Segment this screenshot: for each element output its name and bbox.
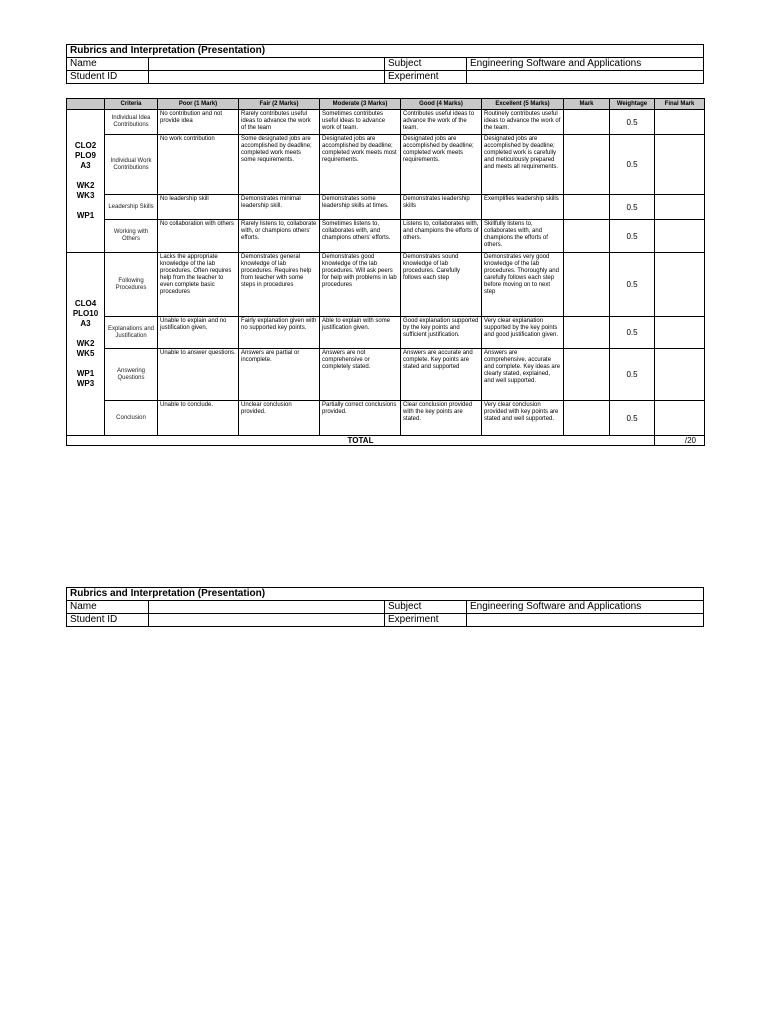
fair-description-cell: Demonstrates minimal leadership skill. (239, 195, 320, 220)
moderate-description-cell: Demonstrates good knowledge of the lab procedures. Will ask peers for help with problems in lab procedures (320, 253, 401, 317)
criteria-cell: Individual Idea Contributions (105, 110, 158, 135)
final-mark-cell[interactable] (655, 401, 705, 436)
col-header-final-mark: Final Mark (655, 99, 705, 110)
moderate-description-cell: Partially correct conclusions provided. (320, 401, 401, 436)
final-mark-cell[interactable] (655, 349, 705, 401)
rubric-row (67, 317, 705, 349)
moderate-description-cell: Answers are not comprehensive or completely stated. (320, 349, 401, 401)
name-field[interactable] (149, 58, 385, 71)
name-label: Name (67, 601, 149, 614)
rubric-row (67, 253, 705, 317)
good-description-cell: Demonstrates sound knowledge of lab procedures. Carefully follows each step (401, 253, 482, 317)
mark-cell[interactable] (564, 220, 610, 253)
mark-cell[interactable] (564, 110, 610, 135)
name-field[interactable] (149, 601, 385, 614)
rubric-row (67, 110, 705, 135)
weightage-cell: 0.5 (610, 110, 655, 135)
excellent-description-cell: Very clear explanation supported by the key points and good justification given. (482, 317, 564, 349)
poor-description-cell: Unable to conclude. (158, 401, 239, 436)
final-mark-cell[interactable] (655, 317, 705, 349)
col-header-excellent: Excellent (5 Marks) (482, 99, 564, 110)
poor-description-cell: No leadership skill (158, 195, 239, 220)
mark-cell[interactable] (564, 195, 610, 220)
poor-description-cell: Lacks the appropriate knowledge of the lab procedures. Often requires help from the teacher to even complete basic procedures (158, 253, 239, 317)
fair-description-cell: Unclear conclusion provided. (239, 401, 320, 436)
good-description-cell: Answers are accurate and complete. Key points are stated and supported (401, 349, 482, 401)
weightage-cell: 0.5 (610, 349, 655, 401)
total-value[interactable]: /20 (655, 436, 705, 446)
excellent-description-cell: Answers are comprehensive, accurate and complete. Key ideas are clearly stated, explained, and well supported. (482, 349, 564, 401)
poor-description-cell: No collaboration with others (158, 220, 239, 253)
student-info-header-bottom (66, 587, 704, 627)
rubric-row (67, 220, 705, 253)
good-description-cell: Contributes useful ideas to advance the work of the team. (401, 110, 482, 135)
name-label: Name (67, 58, 149, 71)
student-info-header-top (66, 44, 704, 84)
fair-description-cell: Demonstrates general knowledge of lab procedures. Requires help from teacher with some steps in procedures (239, 253, 320, 317)
fair-description-cell: Rarely contributes useful ideas to advance the work of the team (239, 110, 320, 135)
experiment-label: Experiment (385, 614, 467, 627)
student-id-field[interactable] (149, 71, 385, 84)
weightage-cell: 0.5 (610, 253, 655, 317)
mark-cell[interactable] (564, 135, 610, 195)
student-id-field[interactable] (149, 614, 385, 627)
subject-label: Subject (385, 58, 467, 71)
subject-value: Engineering Software and Applications (467, 601, 704, 614)
col-header-criteria: Criteria (105, 99, 158, 110)
total-label: TOTAL (67, 436, 655, 446)
experiment-label: Experiment (385, 71, 467, 84)
col-header-moderate: Moderate (3 Marks) (320, 99, 401, 110)
rubric-row (67, 195, 705, 220)
col-header-poor: Poor (1 Mark) (158, 99, 239, 110)
fair-description-cell: Rarely listens to, collaborate with, or champions others' efforts. (239, 220, 320, 253)
fair-description-cell: Some designated jobs are accomplished by deadline; completed work meets some requirements. (239, 135, 320, 195)
student-id-label: Student ID (67, 614, 149, 627)
rubric-title: Rubrics and Interpretation (Presentation) (67, 588, 704, 601)
weightage-cell: 0.5 (610, 195, 655, 220)
fair-description-cell: Answers are partial or incomplete. (239, 349, 320, 401)
excellent-description-cell: Demonstrates very good knowledge of the lab procedures. Thoroughly and carefully follows each step before moving on to next step (482, 253, 564, 317)
moderate-description-cell: Sometimes listens to, collaborates with, and champions others' efforts. (320, 220, 401, 253)
moderate-description-cell: Sometimes contributes useful ideas to advance work of team. (320, 110, 401, 135)
moderate-description-cell: Designated jobs are accomplished by deadline; completed work meets most requirements. (320, 135, 401, 195)
rubric-row (67, 401, 705, 436)
weightage-cell: 0.5 (610, 317, 655, 349)
criteria-cell: Individual Work Contributions (105, 135, 158, 195)
poor-description-cell: Unable to explain and no justification given. (158, 317, 239, 349)
criteria-cell: Working with Others (105, 220, 158, 253)
moderate-description-cell: Able to explain with some justification given. (320, 317, 401, 349)
outcome-codes-group-1: CLO2 PLO9 A3 WK2 WK3 WP1 (67, 110, 105, 253)
criteria-cell: Leadership Skills (105, 195, 158, 220)
rubric-table (66, 98, 705, 446)
col-header-mark: Mark (564, 99, 610, 110)
total-row (67, 436, 705, 446)
rubric-row (67, 135, 705, 195)
col-header-good: Good (4 Marks) (401, 99, 482, 110)
subject-value: Engineering Software and Applications (467, 58, 704, 71)
good-description-cell: Demonstrates leadership skills (401, 195, 482, 220)
mark-cell[interactable] (564, 317, 610, 349)
rubric-header-row (67, 99, 705, 110)
weightage-cell: 0.5 (610, 135, 655, 195)
good-description-cell: Designated jobs are accomplished by deadline; completed work meets requirements. (401, 135, 482, 195)
rubric-title: Rubrics and Interpretation (Presentation) (67, 45, 704, 58)
criteria-cell: Following Procedures (105, 253, 158, 317)
good-description-cell: Listens to, collaborates with, and champions the efforts of others. (401, 220, 482, 253)
mark-cell[interactable] (564, 401, 610, 436)
col-header-weightage: Weightage (610, 99, 655, 110)
excellent-description-cell: Routinely contributes useful ideas to advance the work of the team. (482, 110, 564, 135)
rubric-row (67, 349, 705, 401)
poor-description-cell: Unable to answer questions. (158, 349, 239, 401)
subject-label: Subject (385, 601, 467, 614)
good-description-cell: Clear conclusion provided with the key points are stated. (401, 401, 482, 436)
fair-description-cell: Fairly explanation given with no supported key points. (239, 317, 320, 349)
criteria-cell: Conclusion (105, 401, 158, 436)
poor-description-cell: No contribution and not provide idea (158, 110, 239, 135)
final-mark-cell[interactable] (655, 220, 705, 253)
col-header-code (67, 99, 105, 110)
good-description-cell: Good explanation supported by the key points and sufficient justification. (401, 317, 482, 349)
excellent-description-cell: Exemplifies leadership skills (482, 195, 564, 220)
outcome-codes-group-2: CLO4 PLO10 A3 WK2 WK5 WP1 WP3 (67, 253, 105, 436)
weightage-cell: 0.5 (610, 220, 655, 253)
final-mark-cell[interactable] (655, 135, 705, 195)
col-header-fair: Fair (2 Marks) (239, 99, 320, 110)
criteria-cell: Explanations and Justification (105, 317, 158, 349)
excellent-description-cell: Designated jobs are accomplished by deadline; completed work is carefully and meticulously prepared and meets all requirements. (482, 135, 564, 195)
final-mark-cell[interactable] (655, 253, 705, 317)
experiment-field[interactable] (467, 71, 704, 84)
mark-cell[interactable] (564, 349, 610, 401)
final-mark-cell[interactable] (655, 110, 705, 135)
weightage-cell: 0.5 (610, 401, 655, 436)
final-mark-cell[interactable] (655, 195, 705, 220)
excellent-description-cell: Skillfully listens to, collaborates with, and champions the efforts of others. (482, 220, 564, 253)
mark-cell[interactable] (564, 253, 610, 317)
student-id-label: Student ID (67, 71, 149, 84)
poor-description-cell: No work contribution (158, 135, 239, 195)
excellent-description-cell: Very clear conclusion provided with key points are stated and well supported. (482, 401, 564, 436)
experiment-field[interactable] (467, 614, 704, 627)
criteria-cell: Answering Questions (105, 349, 158, 401)
moderate-description-cell: Demonstrates some leadership skills at times. (320, 195, 401, 220)
